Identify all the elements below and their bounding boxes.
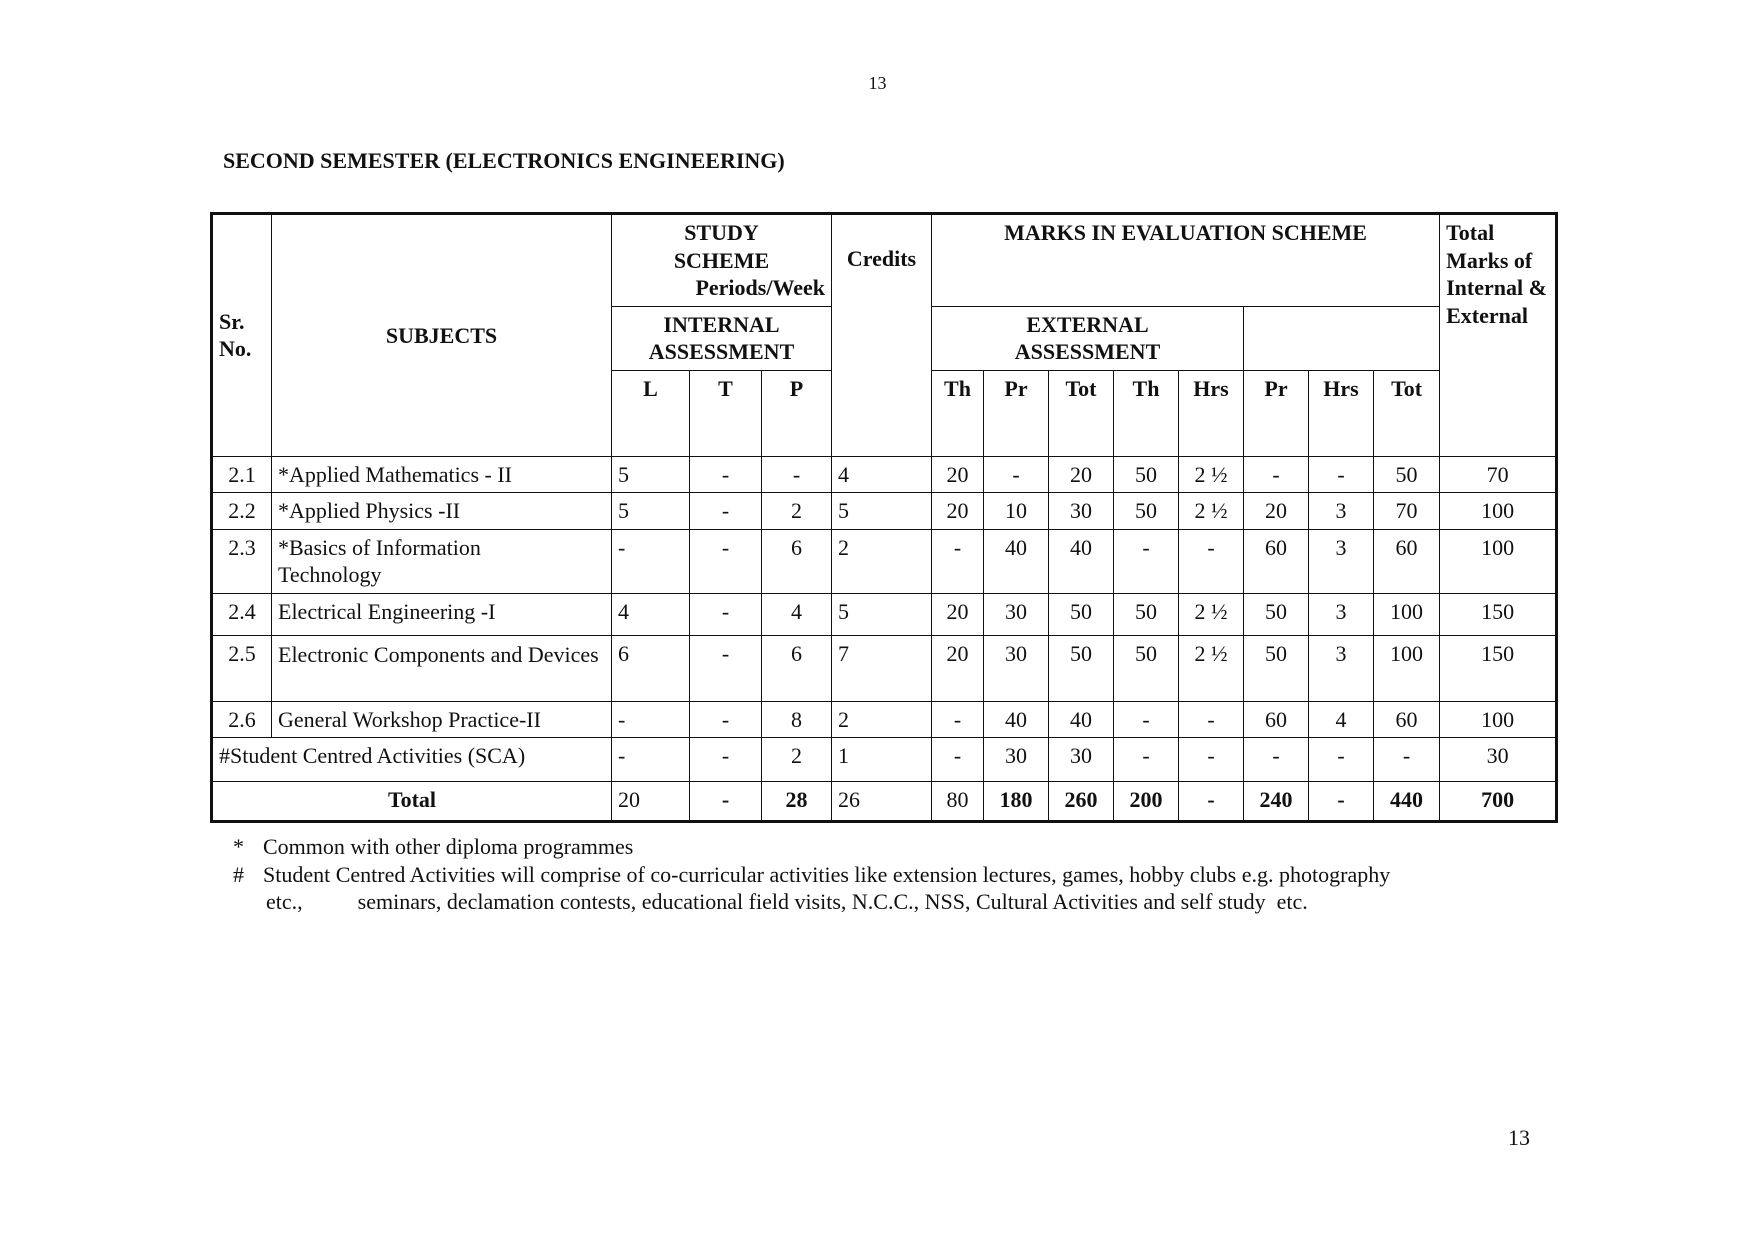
row-ext-th: - [1114, 738, 1179, 782]
row-int-tot: 30 [1049, 493, 1114, 530]
row-ext-tot: - [1374, 738, 1440, 782]
row-int-th: - [932, 701, 984, 738]
row-ext-tot: 70 [1374, 493, 1440, 530]
header-credits: Credits [832, 214, 932, 457]
header-subjects: SUBJECTS [272, 214, 612, 457]
header-int-tot: Tot [1049, 370, 1114, 456]
row-int-tot: 50 [1049, 635, 1114, 701]
header-int-th: Th [932, 370, 984, 456]
total-grand: 700 [1440, 782, 1557, 822]
row-int-pr: 30 [984, 738, 1049, 782]
header-sr-no: Sr. No. [212, 214, 272, 457]
row-ext-pr: 50 [1244, 593, 1309, 635]
row-t: - [690, 493, 762, 530]
row-ext-hrs: - [1179, 738, 1244, 782]
row-ext-hrs: 3 [1309, 635, 1374, 701]
row-subject: Electrical Engineering -I [272, 593, 612, 635]
sca-row [212, 738, 1557, 782]
row-ext-hrs: 2 ½ [1179, 593, 1244, 635]
row-ext-tot: 60 [1374, 529, 1440, 593]
row-credits: 7 [832, 635, 932, 701]
row-ext-th: 50 [1114, 456, 1179, 493]
row-ext-pr: - [1244, 738, 1309, 782]
row-credits: 2 [832, 701, 932, 738]
header-l: L [612, 370, 690, 456]
row-ext-pr: 60 [1244, 529, 1309, 593]
row-t: - [690, 635, 762, 701]
row-total: 100 [1440, 493, 1557, 530]
row-int-th: 20 [932, 635, 984, 701]
row-int-tot: 50 [1049, 593, 1114, 635]
total-label: Total [212, 782, 612, 822]
total-int-tot: 260 [1049, 782, 1114, 822]
header-p: P [762, 370, 832, 456]
row-credits: 5 [832, 493, 932, 530]
row-p: 6 [762, 529, 832, 593]
total-l: 20 [612, 782, 690, 822]
header-external-assessment [932, 306, 1244, 370]
row-total: 150 [1440, 593, 1557, 635]
row-p: 4 [762, 593, 832, 635]
total-ext-th: 200 [1114, 782, 1179, 822]
total-p: 28 [762, 782, 832, 822]
row-ext-hrs: - [1309, 738, 1374, 782]
row-int-tot: 40 [1049, 529, 1114, 593]
row-credits: 4 [832, 456, 932, 493]
table-row [212, 593, 1557, 635]
row-ext-hrs: 4 [1309, 701, 1374, 738]
page-title: SECOND SEMESTER (ELECTRONICS ENGINEERING) [223, 148, 785, 173]
periods-week-label: Periods/Week [695, 275, 825, 300]
row-int-th: 20 [932, 593, 984, 635]
row-int-tot: 20 [1049, 456, 1114, 493]
row-t: - [690, 593, 762, 635]
row-int-tot: 30 [1049, 738, 1114, 782]
total-ext-pr: 240 [1244, 782, 1309, 822]
row-l: 4 [612, 593, 690, 635]
total-t: - [690, 782, 762, 822]
row-l: 6 [612, 635, 690, 701]
row-int-th: - [932, 738, 984, 782]
table-row [212, 493, 1557, 530]
row-credits: 5 [832, 593, 932, 635]
row-int-th: 20 [932, 456, 984, 493]
page-number-bottom: 13 [1508, 1125, 1530, 1150]
row-sr: 2.3 [212, 529, 272, 593]
total-int-pr: 180 [984, 782, 1049, 822]
row-l: - [612, 529, 690, 593]
header-ext-th: Th [1114, 370, 1179, 456]
row-ext-hrs: 2 ½ [1179, 635, 1244, 701]
row-ext-hrs: 3 [1309, 493, 1374, 530]
row-ext-tot: 60 [1374, 701, 1440, 738]
header-internal-assessment [612, 306, 832, 370]
row-p: 2 [762, 738, 832, 782]
row-l: - [612, 738, 690, 782]
row-total: 150 [1440, 635, 1557, 701]
row-int-th: 20 [932, 493, 984, 530]
row-ext-th: 50 [1114, 635, 1179, 701]
footnote-symbol: # [233, 861, 244, 887]
row-credits: 2 [832, 529, 932, 593]
evaluation-scheme-table [210, 212, 1558, 823]
row-subject: General Workshop Practice-II [272, 701, 612, 738]
table-row [212, 701, 1557, 738]
sca-subject: #Student Centred Activities (SCA) [212, 738, 612, 782]
external-assessment-label: EXTERNAL ASSESSMENT [1014, 311, 1161, 364]
study-scheme-label: STUDY SCHEME [673, 220, 770, 273]
total-ext-tot: 440 [1374, 782, 1440, 822]
footnote-common [233, 833, 1390, 861]
row-l: 5 [612, 456, 690, 493]
row-l: 5 [612, 493, 690, 530]
row-ext-hrs: 2 ½ [1179, 493, 1244, 530]
row-ext-pr: 60 [1244, 701, 1309, 738]
row-sr: 2.6 [212, 701, 272, 738]
footnotes [233, 833, 1390, 916]
row-p: - [762, 456, 832, 493]
row-credits: 1 [832, 738, 932, 782]
header-row-1 [212, 214, 1557, 307]
row-ext-th: - [1114, 701, 1179, 738]
row-ext-th: - [1114, 529, 1179, 593]
row-t: - [690, 456, 762, 493]
total-ext-hrs: - [1309, 782, 1374, 822]
row-subject: *Applied Physics -II [272, 493, 612, 530]
row-ext-hrs: - [1179, 529, 1244, 593]
footnote-text: Student Centred Activities will comprise of co-curricular activities like extension lectures, games, hobby clubs e.g. photography [263, 861, 1391, 887]
row-subject: *Applied Mathematics - II [272, 456, 612, 493]
footnote-symbol: * [233, 834, 244, 859]
row-ext-hrs: 3 [1309, 593, 1374, 635]
row-sr: 2.5 [212, 635, 272, 701]
row-total: 70 [1440, 456, 1557, 493]
row-int-pr: 30 [984, 593, 1049, 635]
row-subject: Electronic Components and Devices [272, 635, 612, 701]
row-int-pr: 10 [984, 493, 1049, 530]
row-ext-th: 50 [1114, 593, 1179, 635]
header-int-pr: Pr [984, 370, 1049, 456]
row-ext-th: 50 [1114, 493, 1179, 530]
page-number-top: 13 [868, 73, 887, 93]
row-ext-hrs: - [1309, 456, 1374, 493]
row-total: 100 [1440, 701, 1557, 738]
header-total-marks: Total Marks of Internal & External [1440, 214, 1557, 457]
header-ext-hrs: Hrs [1179, 370, 1244, 456]
row-int-tot: 40 [1049, 701, 1114, 738]
total-row [212, 782, 1557, 822]
row-sr: 2.1 [212, 456, 272, 493]
footnote-text: Common with other diploma programmes [263, 834, 634, 859]
footnote-sca [233, 861, 1390, 889]
header-study-scheme [612, 214, 832, 307]
internal-assessment-label: INTERNAL ASSESSMENT [648, 311, 795, 364]
total-credits: 26 [832, 782, 932, 822]
row-int-th: - [932, 529, 984, 593]
total-int-th: 80 [932, 782, 984, 822]
table-row [212, 456, 1557, 493]
row-sr: 2.4 [212, 593, 272, 635]
row-p: 6 [762, 635, 832, 701]
row-subject: *Basics of Information Technology [272, 529, 612, 593]
row-ext-pr: 50 [1244, 635, 1309, 701]
row-ext-tot: 100 [1374, 593, 1440, 635]
total-ext-hrs: - [1179, 782, 1244, 822]
header-ext-pr: Pr [1244, 370, 1309, 456]
row-ext-pr: - [1244, 456, 1309, 493]
row-p: 8 [762, 701, 832, 738]
row-total: 30 [1440, 738, 1557, 782]
row-total: 100 [1440, 529, 1557, 593]
footnote-continuation: etc., seminars, declamation contests, educational field visits, N.C.C., NSS, Cultural Activities and self study etc. [266, 889, 1308, 914]
row-t: - [690, 529, 762, 593]
row-t: - [690, 701, 762, 738]
header-marks-eval: MARKS IN EVALUATION SCHEME [932, 214, 1440, 307]
row-sr: 2.2 [212, 493, 272, 530]
row-ext-hrs: - [1179, 701, 1244, 738]
table-row [212, 529, 1557, 593]
header-ext-hrs: Hrs [1309, 370, 1374, 456]
table-row [212, 635, 1557, 701]
row-int-pr: 40 [984, 529, 1049, 593]
row-ext-hrs: 2 ½ [1179, 456, 1244, 493]
row-p: 2 [762, 493, 832, 530]
header-ext-tot: Tot [1374, 370, 1440, 456]
row-ext-pr: 20 [1244, 493, 1309, 530]
row-t: - [690, 738, 762, 782]
row-ext-tot: 50 [1374, 456, 1440, 493]
row-int-pr: 30 [984, 635, 1049, 701]
row-l: - [612, 701, 690, 738]
row-int-pr: 40 [984, 701, 1049, 738]
row-int-pr: - [984, 456, 1049, 493]
header-t: T [690, 370, 762, 456]
row-ext-tot: 100 [1374, 635, 1440, 701]
row-ext-hrs: 3 [1309, 529, 1374, 593]
